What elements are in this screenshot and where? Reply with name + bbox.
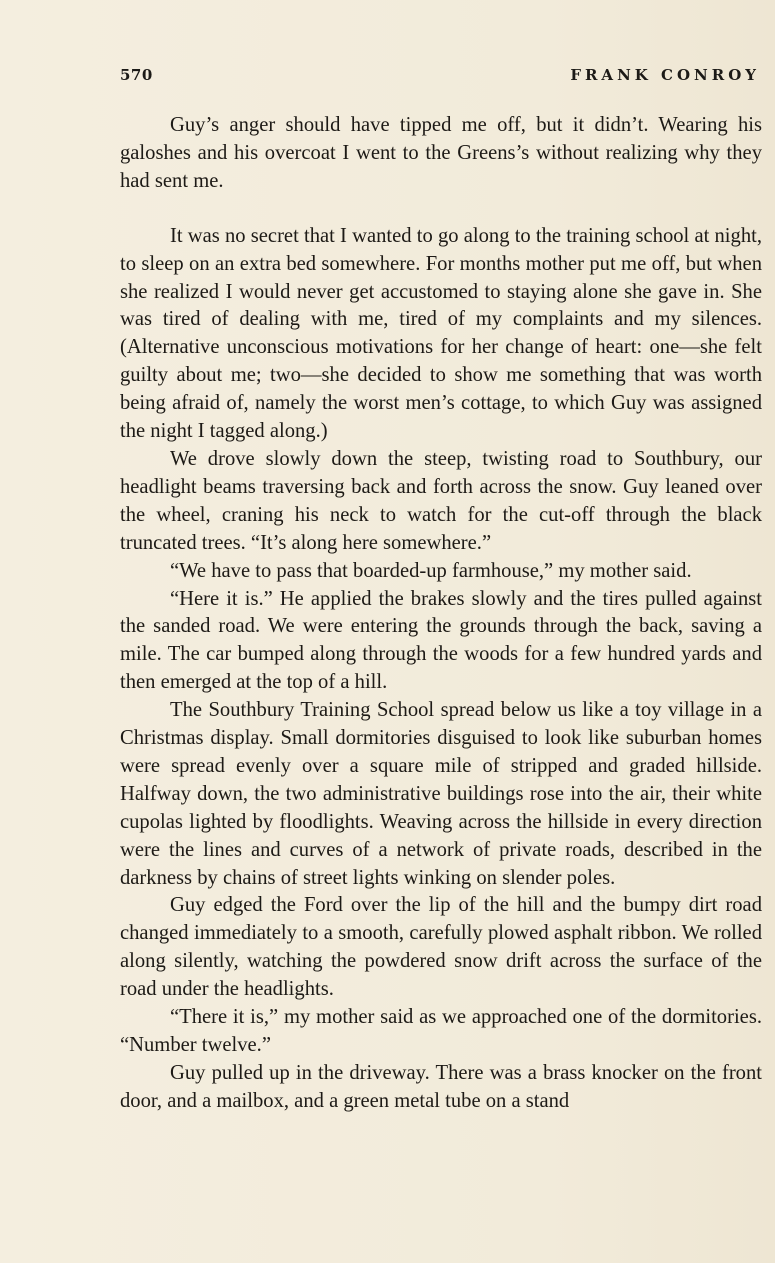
paragraph: It was no secret that I wanted to go along to the training school at night, to sleep on an extra bed somewhere. For months mother put me off, but when she realized I would never get accustomed to staying alone she gave in. She was tired of dealing with me, tired of my complaints and my silences. (Alternative unconscious motivations for her change of heart: one—she felt guilty about me; two—she decided to show me something that was worth being afraid of, namely the worst men’s cottage, to which Guy was assigned the night I tagged along.) <box>120 224 762 443</box>
paragraph: Guy pulled up in the driveway. There was a brass knocker on the front door, and a mailbox, and a green metal tube on a stand <box>120 1061 762 1112</box>
page-header <box>120 66 760 90</box>
paragraph: Guy’s anger should have tipped me off, but it didn’t. Wearing his galoshes and his overcoat I went to the Greens’s without realizing why they had sent me. <box>120 114 762 192</box>
paragraph: Guy edged the Ford over the lip of the hill and the bumpy dirt road changed immediately to a smooth, carefully plowed asphalt ribbon. We rolled along silently, watching the powdered snow drift across the surface of the road under the headlights. <box>120 894 762 1001</box>
paragraph: We drove slowly down the steep, twisting road to Southbury, our headlight beams traversing back and forth across the snow. Guy leaned over the wheel, craning his neck to watch for the cut-off through the black truncated trees. “It’s along here somewhere.” <box>120 447 762 554</box>
body-text <box>120 112 762 1116</box>
page-number: 570 <box>120 66 153 84</box>
running-head-author: FRANK CONROY <box>570 66 760 84</box>
paragraph: “There it is,” my mother said as we approached one of the dormitories. “Number twelve.” <box>120 1006 762 1056</box>
paragraph: The Southbury Training School spread below us like a toy village in a Christmas display. Small dormitories disguised to look like suburban homes were spread evenly over a square mile of stripped and graded hillside. Halfway down, the two administrative buildings rose into the air, their white cupolas lighted by floodlights. Weaving across the hillside in every direction were the lines and curves of a network of private roads, described in the darkness by chains of street lights winking on slender poles. <box>120 699 762 889</box>
paragraph: “Here it is.” He applied the brakes slowly and the tires pulled against the sanded road. We were entering the grounds through the back, saving a mile. The car bumped along through the woods for a few hundred yards and then emerged at the top of a hill. <box>120 587 762 694</box>
paragraph: “We have to pass that boarded-up farmhouse,” my mother said. <box>170 559 692 582</box>
